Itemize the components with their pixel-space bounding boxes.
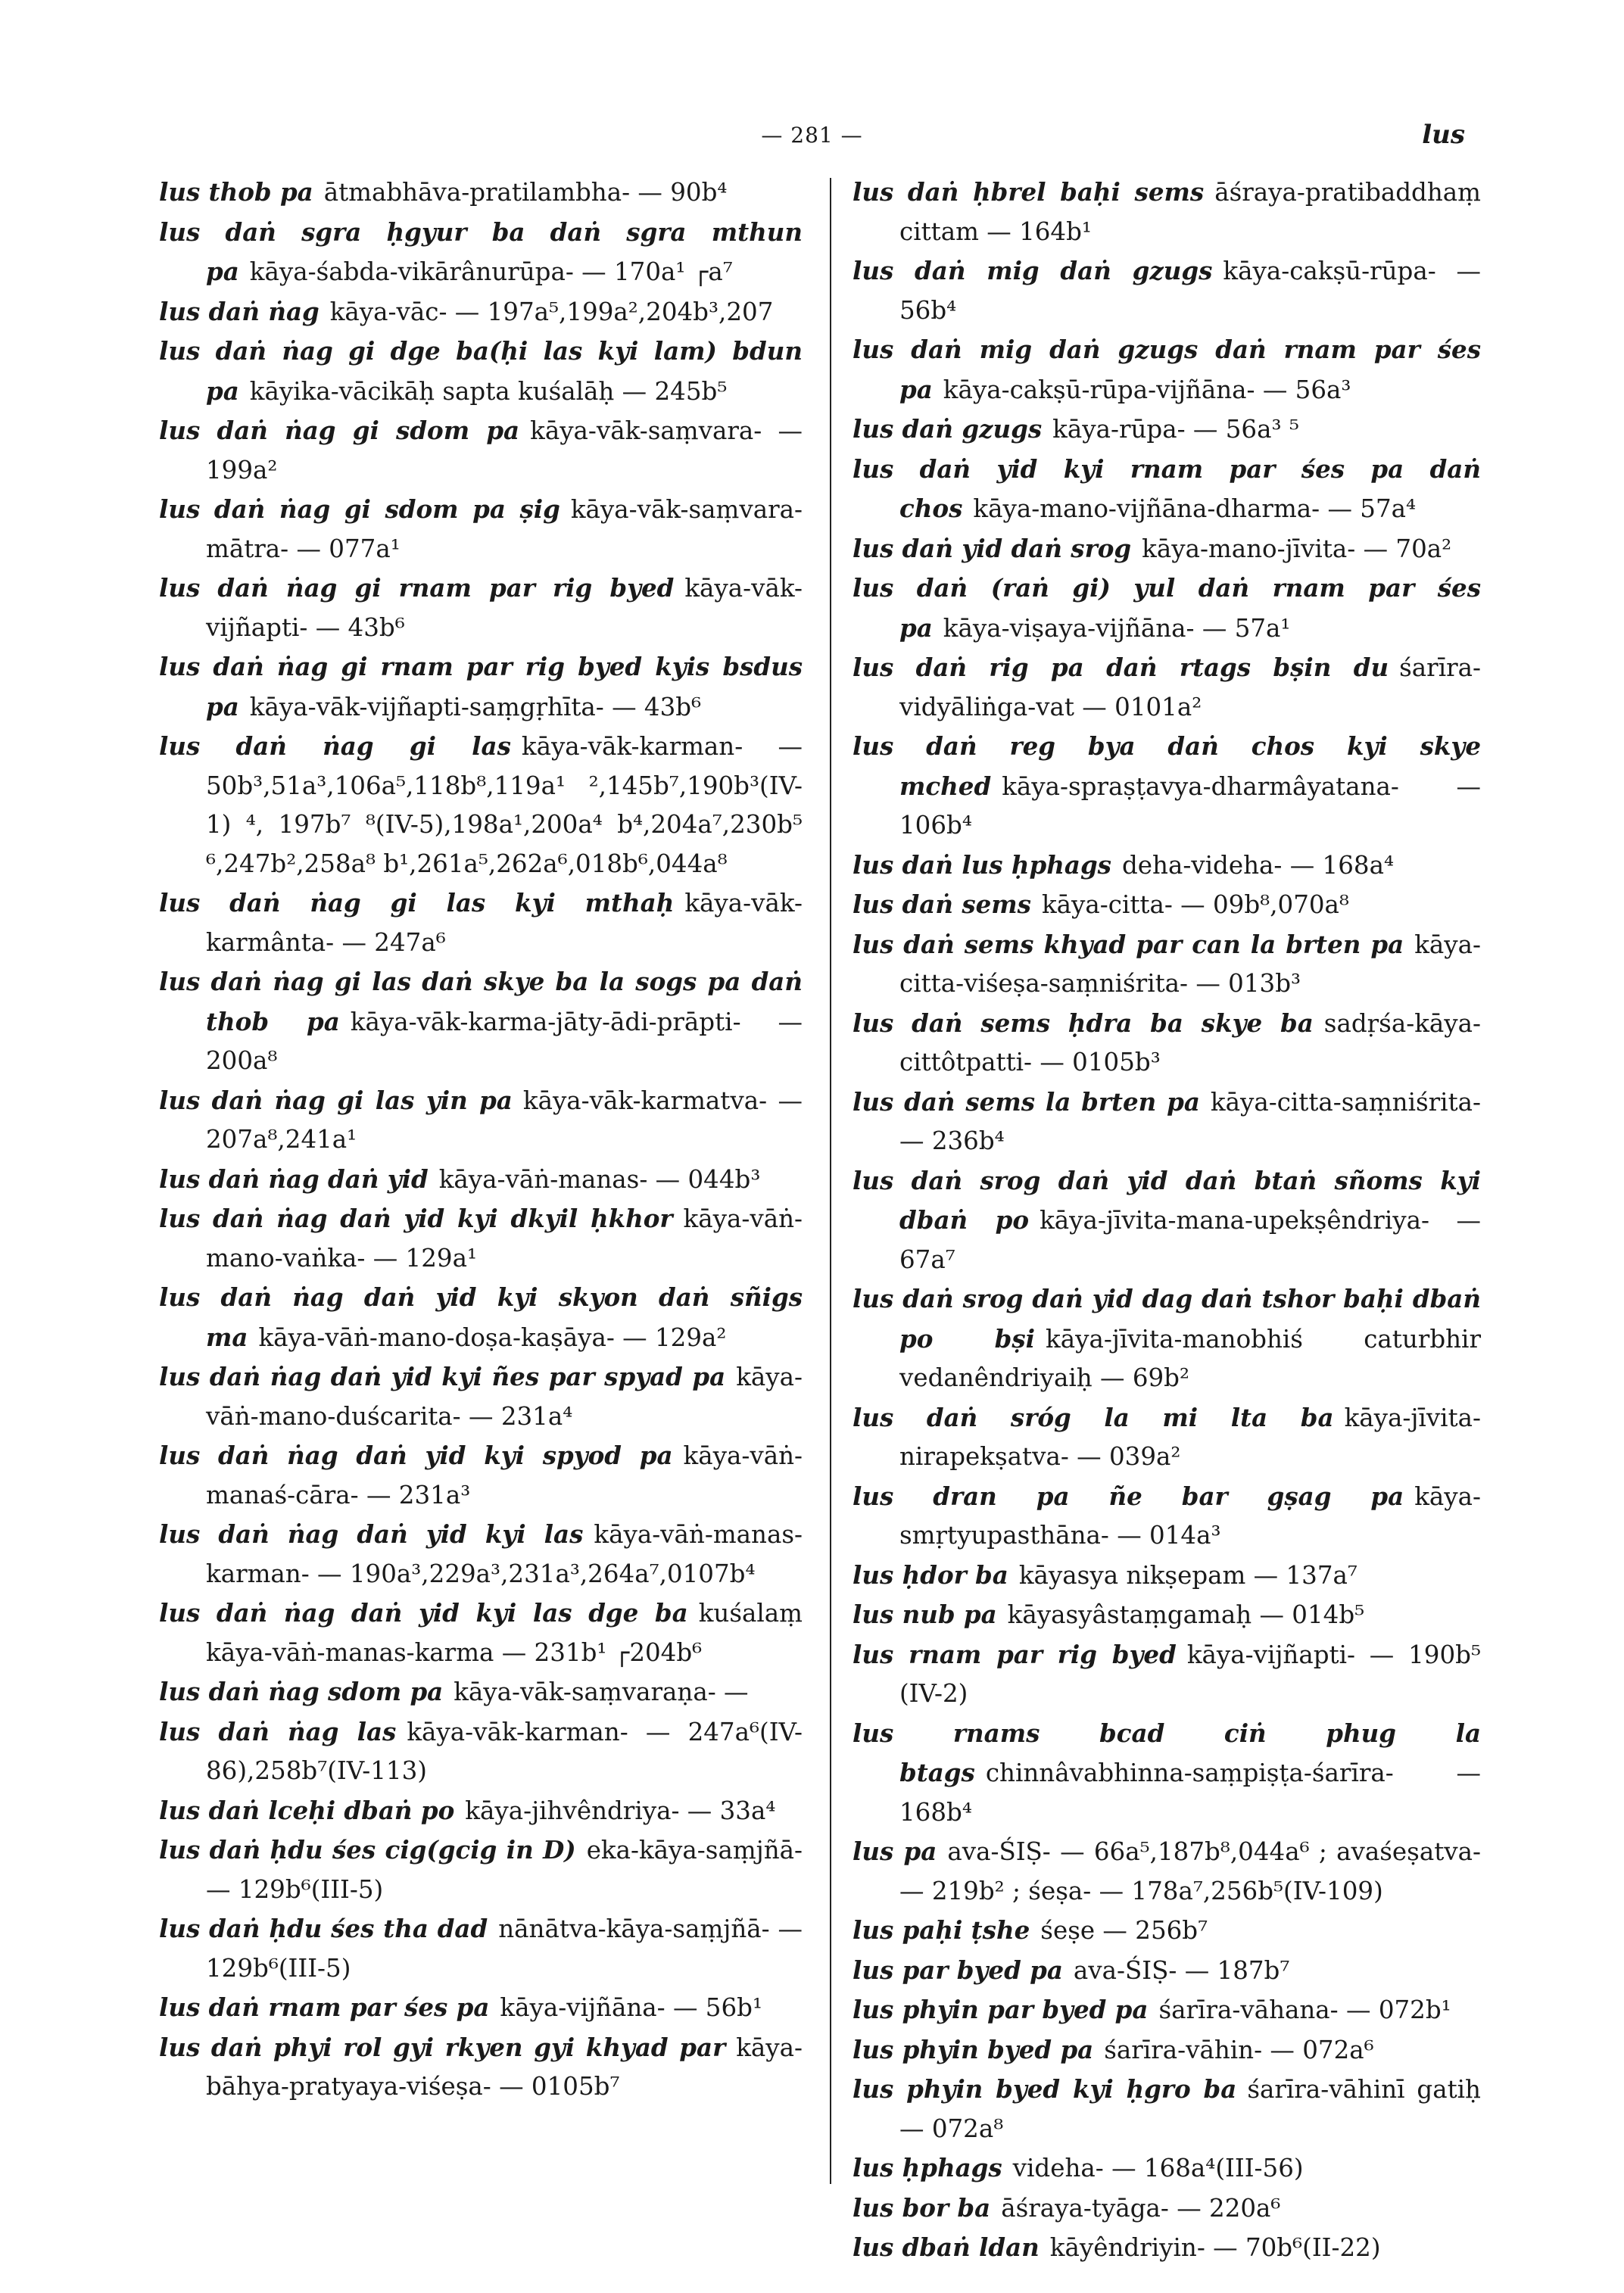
entry-sanskrit: kāya-citta-viśeṣa-saṃniśrita- — 013b³ xyxy=(899,930,1481,998)
entry-sanskrit: kāya-viṣaya-vijñāna- — 57a¹ xyxy=(943,613,1291,643)
dictionary-entry xyxy=(159,1160,803,1200)
entry-term: lus daṅ ḥdu śes tha dad xyxy=(159,1914,488,1943)
entry-term: lus daṅ sems ḥdra ba skye ba xyxy=(853,1008,1314,1038)
entry-sanskrit: kuśalaṃ kāya-vāṅ-manas-karma — 231b¹ ┌204b⁶ xyxy=(206,1599,803,1667)
dictionary-entry xyxy=(159,411,803,490)
entry-term: lus daṅ (raṅ gi) yul daṅ rnam par śes pa xyxy=(853,573,1481,643)
dictionary-entry xyxy=(159,1672,803,1712)
dictionary-entry xyxy=(853,173,1481,251)
dictionary-entry xyxy=(159,213,803,292)
dictionary-entry xyxy=(159,1791,803,1831)
dictionary-entry xyxy=(159,647,803,727)
dictionary-entry xyxy=(159,1909,803,1988)
entry-sanskrit: kāya-vijñāna- — 56b¹ xyxy=(500,1993,762,2022)
dictionary-entry xyxy=(853,2189,1481,2229)
entry-term: lus daṅ reg bya daṅ chos kyi skye mched xyxy=(853,731,1481,801)
entry-sanskrit: kāya-vāc- — 197a⁵,199a²,204b³,207 xyxy=(329,297,774,326)
entry-term: lus daṅ ṅag gi sdom pa ṣig xyxy=(159,494,560,524)
entry-term: lus daṅ ṅag xyxy=(159,296,320,326)
entry-sanskrit: kāya-vāk-karman- — 50b³,51a³,106a⁵,118b⁸,119a¹ ²,145b⁷,190b³(IV-1) ⁴, 197b⁷ ⁸(IV-5),198a¹,200a⁴ b⁴,204a⁷,230b⁵ ⁶,247b²,258a⁸ b¹,261a⁵,262a⁶,018b⁶,044a⁸ xyxy=(206,732,803,878)
entry-sanskrit: chinnâvabhinna-saṃpiṣṭa-śarīra- — 168b⁴ xyxy=(899,1759,1481,1827)
entry-term: lus daṅ sgra ḥgyur ba daṅ sgra mthun pa xyxy=(159,217,803,286)
entry-term: lus phyin par byed pa xyxy=(853,1995,1149,2024)
entry-term: lus daṅ ṅag gi sdom pa xyxy=(159,416,520,445)
dictionary-entry xyxy=(159,292,803,332)
entry-term: lus daṅ sems xyxy=(853,889,1031,919)
dictionary-entry xyxy=(159,1436,803,1515)
entry-term: lus daṅ ṅag daṅ yid kyi dkyil ḥkhor xyxy=(159,1204,673,1233)
entry-sanskrit: kāya-vāk-vijñapti- — 43b⁶ xyxy=(206,574,803,642)
entry-term: lus daṅ mig daṅ gzugs daṅ rnam par śes pa xyxy=(853,335,1481,404)
entry-sanskrit: kāya-citta- — 09b⁸,070a⁸ xyxy=(1041,890,1349,919)
dictionary-entry xyxy=(159,1712,803,1791)
entry-sanskrit: kāya-vāṅ-manas- — 044b³ xyxy=(438,1164,761,1194)
entry-sanskrit: videha- — 168a⁴(III-56) xyxy=(1012,2154,1304,2182)
entry-term: lus daṅ sems khyad par can la brten pa xyxy=(853,929,1404,959)
dictionary-entry xyxy=(853,727,1481,846)
dictionary-entry xyxy=(853,885,1481,925)
page-number: — 281 — xyxy=(761,123,863,148)
entry-sanskrit: kāya-spraṣṭavya-dharmâyatana- — 106b⁴ xyxy=(899,771,1481,840)
entry-sanskrit: kāya-vāṅ-mano-duścarita- — 231a⁴ xyxy=(206,1363,803,1431)
left-column xyxy=(159,173,803,2107)
entry-sanskrit: kāya-vāk-saṃvara-mātra- — 077a¹ xyxy=(206,495,803,563)
entry-sanskrit: kāya-vāk-vijñapti-saṃgṛhīta- — 43b⁶ xyxy=(249,692,702,721)
entry-term: lus daṅ ṅag sdom pa xyxy=(159,1677,444,1706)
entry-term: lus daṅ ṅag las xyxy=(159,1716,397,1746)
dictionary-entry xyxy=(853,1714,1481,1833)
entry-term: lus daṅ ṅag daṅ yid kyi ñes par spyad pa xyxy=(159,1362,726,1391)
dictionary-entry xyxy=(853,2148,1481,2189)
entry-term: lus paḥi ṭshe xyxy=(853,1915,1030,1945)
entry-sanskrit: śarīra-vāhin- — 072a⁶ xyxy=(1104,2035,1374,2064)
dictionary-entry xyxy=(853,1004,1481,1083)
entry-term: lus daṅ ṅag gi las xyxy=(159,731,511,761)
column-divider xyxy=(830,178,831,2184)
entry-sanskrit: kāya-cakṣū-rūpa- — 56b⁴ xyxy=(899,257,1481,325)
entry-term: lus daṅ ṅag gi rnam par rig byed xyxy=(159,573,675,603)
entry-term: lus daṅ rig pa daṅ rtags bṣin du xyxy=(853,653,1389,682)
entry-sanskrit: kāya-rūpa- — 56a³ ⁵ xyxy=(1052,415,1299,444)
entry-sanskrit: kāyêndriyin- — 70b⁶(II-22) xyxy=(1049,2233,1381,2262)
entry-sanskrit: kāya-cakṣū-rūpa-vijñāna- — 56a³ xyxy=(943,375,1351,404)
entry-term: lus daṅ ḥdu śes cig(gcig in D) xyxy=(159,1835,576,1865)
entry-term: lus rnam par rig byed xyxy=(853,1639,1177,1669)
running-head: lus xyxy=(1422,120,1465,150)
dictionary-entry xyxy=(853,450,1481,529)
entry-sanskrit: kāya-vāṅ-mano-vaṅka- — 129a¹ xyxy=(206,1204,803,1273)
entry-sanskrit: ava-ŚIṢ- — 187b⁷ xyxy=(1073,1955,1290,1985)
entry-term: lus daṅ ṅag gi rnam par rig byed kyis bsdus pa xyxy=(159,652,803,721)
entry-term: lus pa xyxy=(853,1837,937,1866)
dictionary-entry xyxy=(159,2028,803,2107)
dictionary-entry xyxy=(853,330,1481,410)
dictionary-entry xyxy=(853,2070,1481,2148)
dictionary-entry xyxy=(159,883,803,962)
entry-term: lus dran pa ñe bar gṣag pa xyxy=(853,1481,1404,1511)
dictionary-entry xyxy=(853,1556,1481,1596)
dictionary-entry xyxy=(853,1279,1481,1398)
entry-sanskrit: kāya-smṛtyupasthāna- — 014a³ xyxy=(899,1481,1481,1550)
entry-term: lus phyin byed pa xyxy=(853,2034,1094,2064)
dictionary-entry xyxy=(159,173,803,213)
entry-sanskrit: śeṣe — 256b⁷ xyxy=(1040,1916,1208,1945)
dictionary-entry xyxy=(853,1083,1481,1161)
dictionary-entry xyxy=(853,925,1481,1004)
entry-term: lus phyin byed kyi ḥgro ba xyxy=(853,2074,1237,2104)
dictionary-entry xyxy=(853,410,1481,450)
dictionary-entry xyxy=(159,1199,803,1278)
dictionary-entry xyxy=(853,1477,1481,1556)
entry-term: lus daṅ sems la brten pa xyxy=(853,1086,1200,1117)
dictionary-entry xyxy=(853,1951,1481,1991)
entry-term: lus par byed pa xyxy=(853,1955,1063,1985)
entry-sanskrit: kāya-vāk-karmatva- — 207a⁸,241a¹ xyxy=(206,1086,803,1154)
entry-term: lus rnams bcad ciṅ phug la btags xyxy=(853,1718,1481,1787)
entry-term: lus ḥdor ba xyxy=(853,1559,1008,1590)
entry-sanskrit: śarīra-vidyāliṅga-vat — 0101a² xyxy=(899,653,1481,721)
dictionary-entry xyxy=(159,569,803,647)
entry-term: lus daṅ ṅag gi las kyi mthaḥ xyxy=(159,888,675,918)
entry-term: lus daṅ ṅag gi las daṅ skye ba la sogs pa daṅ thob pa xyxy=(159,967,803,1036)
entry-term: lus daṅ yid daṅ srog xyxy=(853,533,1132,563)
entry-sanskrit: eka-kāya-saṃjñā- — 129b⁶(III-5) xyxy=(206,1836,803,1904)
dictionary-entry xyxy=(853,1398,1481,1477)
entry-sanskrit: kāya-vāṅ-manas-karman- — 190a³,229a³,231a³,264a⁷,0107b⁴ xyxy=(206,1520,803,1588)
entry-term: lus daṅ ṅag daṅ yid kyi skyon daṅ sñigs ma xyxy=(159,1282,803,1352)
entry-sanskrit: āśraya-pratibaddhaṃ cittam — 164b¹ xyxy=(899,178,1481,246)
entry-sanskrit: kāya-jīvita-manobhiś caturbhir vedanêndriyaiḥ — 69b² xyxy=(899,1324,1481,1392)
entry-sanskrit: āśraya-tyāga- — 220a⁶ xyxy=(1001,2193,1281,2223)
entry-term: lus daṅ ḥbrel baḥi sems xyxy=(853,177,1205,207)
dictionary-entry xyxy=(853,1832,1481,1911)
entry-sanskrit: śarīra-vāhana- — 072b¹ xyxy=(1158,1995,1451,2024)
dictionary-entry xyxy=(853,846,1481,886)
dictionary-entry xyxy=(159,490,803,569)
dictionary-entry xyxy=(159,1278,803,1357)
entry-term: lus daṅ rnam par śes pa xyxy=(159,1992,490,2022)
entry-term: lus daṅ ṅag daṅ yid xyxy=(159,1164,429,1194)
entry-term: lus thob pa xyxy=(159,177,313,207)
entry-sanskrit: nānātva-kāya-saṃjñā- — 129b⁶(III-5) xyxy=(206,1914,803,1983)
entry-sanskrit: sadṛśa-kāya-cittôtpatti- — 0105b³ xyxy=(899,1008,1481,1076)
dictionary-entry xyxy=(159,1081,803,1160)
entry-term: lus daṅ srog daṅ yid daṅ btaṅ sñoms kyi dbaṅ po xyxy=(853,1165,1481,1235)
entry-term: lus daṅ ṅag daṅ yid kyi las dge ba xyxy=(159,1598,688,1628)
entry-term: lus dbaṅ ldan xyxy=(853,2232,1040,2262)
entry-sanskrit: kāya-vāk-karman- — 247a⁶(IV-86),258b⁷(IV-113) xyxy=(206,1717,803,1785)
dictionary-entry xyxy=(853,1911,1481,1951)
dictionary-entry xyxy=(853,251,1481,330)
entry-sanskrit: kāya-vāṅ-mano-doṣa-kaṣāya- — 129a² xyxy=(258,1323,727,1352)
entry-sanskrit: kāya-jihvêndriya- — 33a⁴ xyxy=(465,1796,776,1825)
entry-term: lus daṅ yid kyi rnam par śes pa daṅ chos xyxy=(853,453,1481,523)
dictionary-entry xyxy=(159,1988,803,2028)
entry-sanskrit: kāya-śabda-vikārânurūpa- — 170a¹ ┌a⁷ xyxy=(249,257,733,286)
entry-term: lus ḥphags xyxy=(853,2153,1002,2182)
entry-term: lus daṅ mig daṅ gzugs xyxy=(853,256,1213,285)
entry-sanskrit: śarīra-vāhinī gatiḥ — 072a⁸ xyxy=(899,2075,1481,2143)
entry-term: lus daṅ gzugs xyxy=(853,414,1043,444)
dictionary-entry xyxy=(159,727,803,883)
dictionary-entry xyxy=(853,648,1481,727)
entry-term: lus bor ba xyxy=(853,2192,991,2223)
entry-sanskrit: deha-videha- — 168a⁴ xyxy=(1121,850,1394,880)
entry-term: lus daṅ srog daṅ yid dag daṅ tshor baḥi dbaṅ po bṣi xyxy=(853,1284,1481,1354)
entry-sanskrit: kāya-vijñapti- — 190b⁵ (IV-2) xyxy=(899,1640,1481,1708)
entry-sanskrit: kāya-vāk-saṃvara- — 199a² xyxy=(206,416,803,484)
entry-term: lus daṅ phyi rol gyi rkyen gyi khyad par xyxy=(159,2032,726,2062)
dictionary-entry xyxy=(853,529,1481,569)
entry-sanskrit: kāya-vāk-saṃvaraṇa- — xyxy=(454,1678,749,1706)
dictionary-entry xyxy=(853,1635,1481,1714)
entry-sanskrit: kāya-citta-saṃniśrita- — 236b⁴ xyxy=(899,1087,1481,1155)
entry-sanskrit: kāya-vāṅ-manaś-cāra- — 231a³ xyxy=(206,1441,803,1509)
dictionary-entry xyxy=(159,332,803,411)
dictionary-entry xyxy=(853,1595,1481,1635)
dictionary-entry xyxy=(853,2228,1481,2268)
entry-sanskrit: kāya-vāk-karma-jāty-ādi-prāpti- — 200a⁸ xyxy=(206,1007,803,1075)
entry-sanskrit: kāya-mano-vijñāna-dharma- — 57a⁴ xyxy=(973,494,1417,523)
dictionary-entry xyxy=(159,962,803,1081)
entry-sanskrit: kāya-vāk-karmânta- — 247a⁶ xyxy=(206,889,803,957)
entry-term: lus daṅ sróg la mi lta ba xyxy=(853,1402,1334,1432)
entry-term: lus daṅ ṅag gi dge ba(ḥi las kyi lam) bdun pa xyxy=(159,336,803,406)
dictionary-entry xyxy=(853,1161,1481,1280)
right-column xyxy=(853,173,1481,2268)
dictionary-entry xyxy=(159,1515,803,1594)
dictionary-entry xyxy=(853,2030,1481,2070)
entry-sanskrit: kāya-jīvita-nirapekṣatva- — 039a² xyxy=(899,1403,1481,1471)
entry-term: lus daṅ lceḥi dbaṅ po xyxy=(159,1795,455,1825)
entry-term: lus nub pa xyxy=(853,1600,997,1629)
entry-sanskrit: kāya-mano-jīvita- — 70a² xyxy=(1142,534,1452,563)
dictionary-entry xyxy=(853,1990,1481,2030)
dictionary-entry xyxy=(159,1594,803,1672)
dictionary-entry xyxy=(853,569,1481,648)
entry-term: lus daṅ lus ḥphags xyxy=(853,849,1111,880)
dictionary-entry xyxy=(159,1357,803,1436)
entry-sanskrit: ava-ŚIṢ- — 66a⁵,187b⁸,044a⁶ ; avaśeṣatva- — 219b² ; śeṣa- — 178a⁷,256b⁵(IV-109) xyxy=(899,1837,1481,1905)
entry-sanskrit: kāyasyâstaṃgamaḥ — 014b⁵ xyxy=(1007,1600,1365,1629)
entry-term: lus daṅ ṅag daṅ yid kyi spyod pa xyxy=(159,1441,673,1470)
entry-sanskrit: kāyika-vācikāḥ sapta kuśalāḥ — 245b⁵ xyxy=(249,376,728,406)
entry-sanskrit: kāya-jīvita-mana-upekṣêndriya- — 67a⁷ xyxy=(899,1206,1481,1274)
entry-sanskrit: ātmabhāva-pratilambha- — 90b⁴ xyxy=(323,178,728,207)
entry-sanskrit: kāyasya nikṣepam — 137a⁷ xyxy=(1018,1560,1357,1590)
entry-sanskrit: kāya-bāhya-pratyaya-viśeṣa- — 0105b⁷ xyxy=(206,2033,803,2101)
dictionary-entry xyxy=(159,1830,803,1909)
entry-term: lus daṅ ṅag gi las yin pa xyxy=(159,1085,513,1115)
entry-term: lus daṅ ṅag daṅ yid kyi las xyxy=(159,1519,584,1549)
